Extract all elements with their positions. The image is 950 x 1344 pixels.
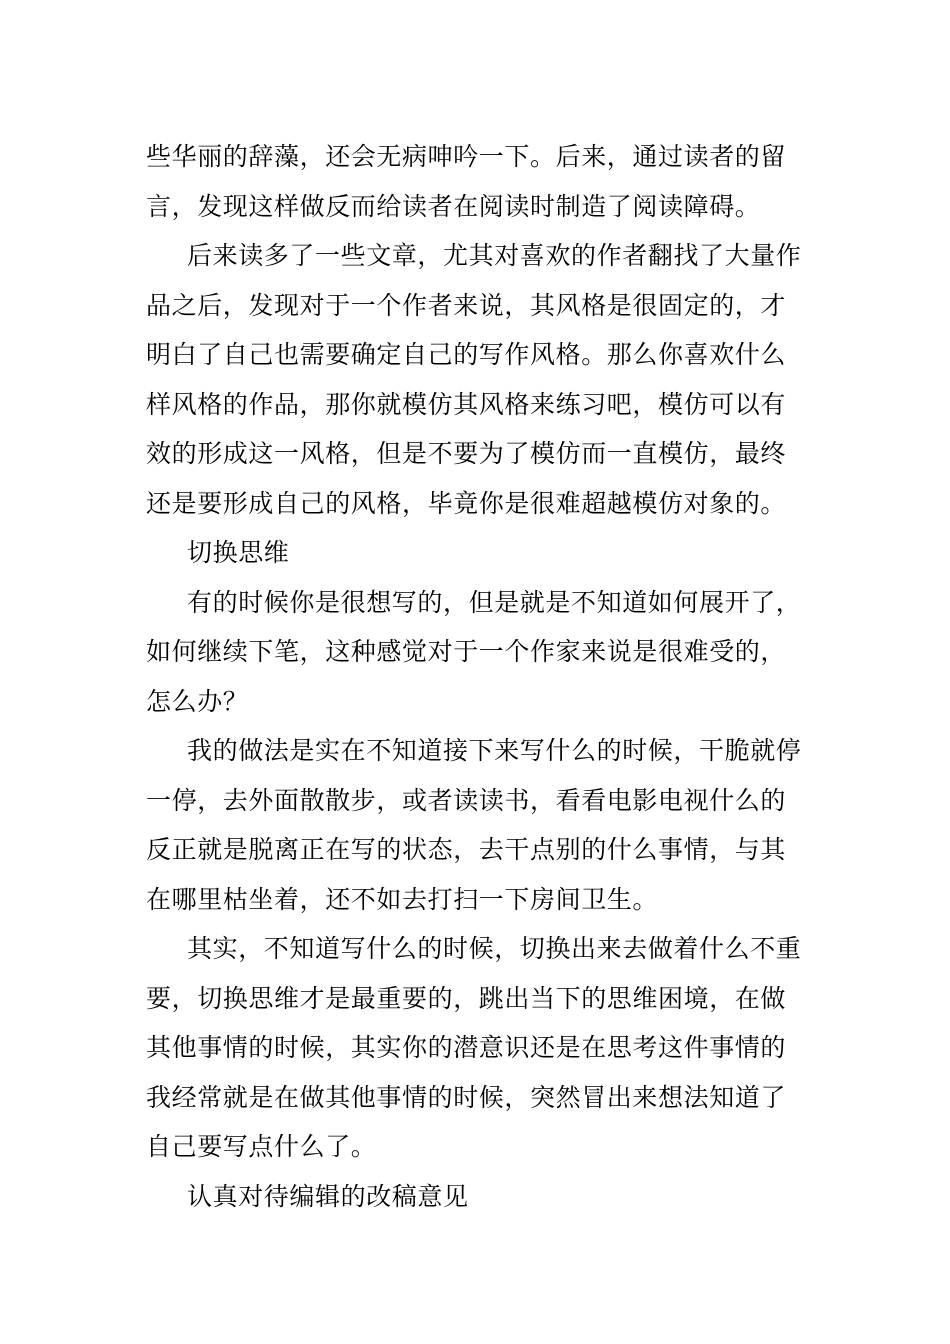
text-line: 其他事情的时候，其实你的潜意识还是在思考这件事情的	[146, 1033, 787, 1062]
text-line: 反正就是脱离正在写的状态，去干点别的什么事情，与其	[146, 835, 787, 864]
text-line: 效的形成这一风格，但是不要为了模仿而一直模仿，最终	[146, 439, 787, 468]
text-line: 如何继续下笔，这种感觉对于一个作家来说是很难受的，	[146, 637, 787, 666]
text-line: 后来读多了一些文章，尤其对喜欢的作者翻找了大量作	[187, 241, 802, 270]
text-line: 些华丽的辞藻，还会无病呻吟一下。后来，通过读者的留	[146, 142, 787, 171]
text-line: 明白了自己也需要确定自己的写作风格。那么你喜欢什么	[146, 340, 787, 369]
text-line: 一停，去外面散散步，或者读读书，看看电影电视什么的	[146, 785, 787, 815]
text-line: 我经常就是在做其他事情的时候，突然冒出来想法知道了	[146, 1082, 787, 1112]
heading-line: 切换思维	[187, 538, 290, 567]
text-line: 我的做法是实在不知道接下来写什么的时候，干脆就停	[187, 736, 802, 765]
document-body	[146, 132, 816, 1221]
text-line: 有的时候你是很想写的，但是就是不知道如何展开了，	[187, 587, 802, 617]
heading-line: 认真对待编辑的改稿意见	[187, 1181, 469, 1211]
text-line: 品之后，发现对于一个作者来说，其风格是很固定的，才	[146, 290, 787, 320]
section-heading-editor-feedback	[146, 1172, 816, 1222]
section-heading-switch-thinking	[146, 528, 816, 578]
paragraph-continuation	[146, 132, 816, 231]
paragraph-stuck-writing	[146, 578, 816, 727]
paragraph-subconscious	[146, 924, 816, 1172]
text-line: 要，切换思维才是最重要的，跳出当下的思维困境，在做	[146, 983, 787, 1013]
text-line: 样风格的作品，那你就模仿其风格来练习吧，模仿可以有	[146, 389, 787, 419]
paragraph-writing-style	[146, 231, 816, 528]
text-line: 言，发现这样做反而给读者在阅读时制造了阅读障碍。	[146, 191, 761, 221]
text-line: 还是要形成自己的风格，毕竟你是很难超越模仿对象的。	[146, 488, 787, 518]
text-line: 自己要写点什么了。	[146, 1132, 377, 1161]
text-line: 其实，不知道写什么的时候，切换出来去做着什么不重	[187, 934, 802, 963]
text-line: 在哪里枯坐着，还不如去打扫一下房间卫生。	[146, 884, 659, 914]
text-line: 怎么办？	[146, 686, 249, 716]
paragraph-my-approach	[146, 726, 816, 924]
